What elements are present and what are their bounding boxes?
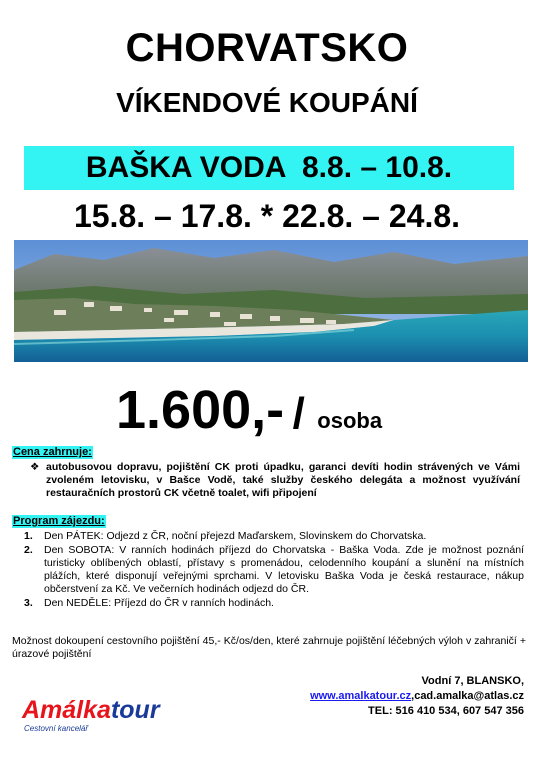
- destination-dates: BAŠKA VODA 8.8. – 10.8.: [85, 151, 453, 184]
- program-title: Program zájezdu:: [13, 515, 105, 527]
- website-link[interactable]: www.amalkatour.cz: [310, 690, 412, 702]
- contact-block: [310, 674, 524, 719]
- item-number: 2.: [24, 544, 33, 556]
- price-block: [116, 380, 382, 440]
- cena-item: [30, 461, 520, 500]
- amalkatour-logo: [22, 696, 160, 734]
- item-number: 3.: [24, 597, 33, 609]
- page-title: CHORVATSKO: [125, 26, 409, 70]
- list-item: [24, 597, 524, 610]
- item-text: Den NEDĚLE: Příjezd do ČR v ranních hodinách.: [44, 597, 274, 609]
- cena-item-text: autobusovou dopravu, pojištění CK proti úpadku, garanci devíti hodin strávených ve Vámi zvoleném letovisku, v Bašce Vodě, také služby českého delegáta a možnost využívání restauračních prostorů CK včetně toalet, wifi připojení: [46, 461, 520, 499]
- logo-part1: Amálka: [22, 696, 111, 724]
- logo-part2: tour: [110, 696, 160, 724]
- item-number: 1.: [24, 530, 33, 542]
- list-item: [24, 544, 524, 596]
- list-item: [24, 530, 524, 543]
- logo-subtitle: Cestovní kancelář: [24, 724, 89, 733]
- diamond-bullet-icon: ❖: [30, 461, 40, 473]
- additional-dates: 15.8. – 17.8. * 22.8. – 24.8.: [73, 198, 461, 234]
- price-amount: 1.600,-: [116, 380, 285, 440]
- price-slash: /: [292, 389, 305, 438]
- coast-photo: [14, 240, 528, 362]
- program-list: [24, 530, 524, 611]
- destination-banner: [24, 146, 514, 190]
- item-text: Den PÁTEK: Odjezd z ČR, noční přejezd Maďarskem, Slovinskem do Chorvatska.: [44, 530, 427, 542]
- page-subtitle: VÍKENDOVÉ KOUPÁNÍ: [116, 87, 418, 118]
- contact-address: Vodní 7, BLANSKO,: [421, 675, 524, 687]
- item-text: Den SOBOTA: V ranních hodinách příjezd do Chorvatska - Baška Voda. Zde je možnost poznání turisticky oblíbených oblastí, přístavy s promenádou, celodenního koupání a slunění na místních plážích, které disponují veřejnými sprchami. V letovisku Baška Voda je česká restaurace, nákup občerstvení za Kč. Ve večerních hodinách odjezd do ČR.: [44, 544, 524, 595]
- contact-phone: TEL: 516 410 534, 607 547 356: [368, 705, 524, 717]
- cena-title: Cena zahrnuje:: [13, 446, 92, 458]
- insurance-note: Možnost dokoupení cestovního pojištění 45,- Kč/os/den, které zahrnuje pojištění léčebných výloh v zahraničí + úrazové pojištění: [12, 635, 526, 660]
- price-unit: osoba: [317, 408, 383, 433]
- contact-email[interactable]: ,cad.amalka@atlas.cz: [411, 690, 524, 702]
